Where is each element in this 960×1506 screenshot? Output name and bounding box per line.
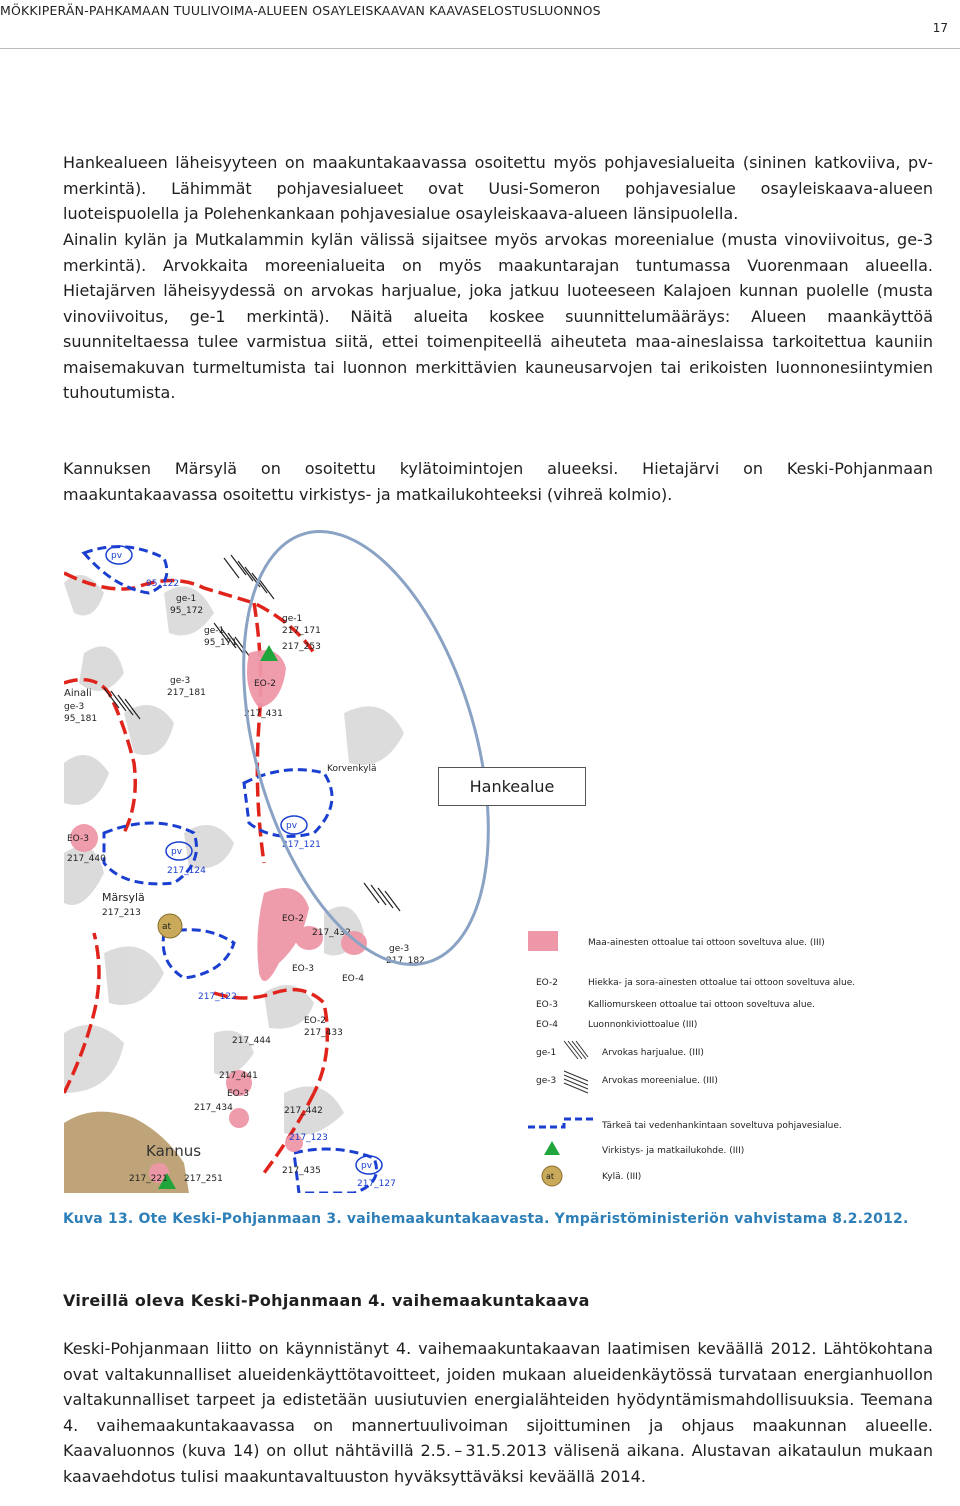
map-label: 217_435: [282, 1166, 321, 1176]
map-label: pv: [361, 1161, 373, 1171]
legend-text: Arvokas moreenialue. (III): [602, 1076, 718, 1086]
section-heading: Vireillä oleva Keski-Pohjanmaan 4. vaihemaakuntakaava: [63, 1291, 590, 1310]
map-label: 217_432: [312, 928, 351, 938]
map-label: ge-1: [204, 626, 225, 636]
map-label: 217_123: [289, 1133, 328, 1143]
running-header: MÖKKIPERÄN-PAHKAMAAN TUULIVOIMA-ALUEEN OSAYLEISKAAVAN KAAVASELOSTUSLUONNOS: [0, 3, 601, 18]
map-label: pv: [286, 821, 298, 831]
map-label: 217_431: [244, 709, 283, 719]
map-label: at: [162, 922, 172, 932]
map-label: 95_172: [170, 606, 204, 616]
map-label: 217_171: [282, 626, 321, 636]
map-label: Korvenkylä: [327, 764, 377, 774]
map-label: 217_433: [304, 1028, 343, 1038]
legend-code: ge-3: [536, 1076, 557, 1086]
header-rule: [0, 48, 960, 49]
map-label: 217_442: [284, 1106, 323, 1116]
legend-text: Maa-ainesten ottoalue tai ottoon soveltuva alue. (III): [588, 938, 825, 948]
map-label: EO-3: [292, 964, 314, 974]
map-label: 217_434: [194, 1103, 233, 1113]
legend-code: EO-2: [536, 978, 558, 988]
map-label: pv: [111, 551, 123, 561]
map-label: EO-3: [227, 1089, 249, 1099]
paragraph-groundwater: Hankealueen läheisyyteen on maakuntakaavassa osoitettu myös pohjavesialueita (sininen katkoviiva, pv-merkintä). Lähimmät pohjavesialueet ovat Uusi-Someron pohjavesialue osayleiskaava-alueen luoteispuolella ja Polehenkankaan pohjavesialue osayleiskaava-alueen länsipuolella.: [63, 153, 933, 223]
legend-text: Luonnonkiviottoalue (III): [588, 1020, 698, 1030]
hankealue-label-box: Hankealue: [438, 767, 586, 806]
map-label: 217_251: [184, 1174, 223, 1184]
figure-caption: Kuva 13. Ote Keski-Pohjanmaan 3. vaihemaakuntakaavasta. Ympäristöministeriön vahvistama 8.2.2012.: [63, 1211, 909, 1227]
map-legend: [528, 923, 960, 1193]
map-label: pv: [171, 847, 183, 857]
legend-text: Virkistys- ja matkailukohde. (III): [602, 1146, 745, 1156]
legend-at: at: [546, 1172, 555, 1181]
map-label: ge-1: [176, 594, 197, 604]
map-label: Kannus: [146, 1142, 202, 1160]
map-label: 217_181: [167, 688, 206, 698]
map-label: EO-4: [342, 974, 364, 984]
map-label: 217_441: [219, 1071, 258, 1081]
legend-code: EO-3: [536, 1000, 558, 1010]
map-label: ge-3: [64, 702, 85, 712]
paragraph-moraine: Ainalin kylän ja Mutkalammin kylän välissä sijaitsee myös arvokas moreenialue (musta vinoviivoitus, ge-3 merkintä). Arvokkaita moreenialueita on myös maakuntarajan tuntumassa Vuorenmaan alueella. Hietajärven läheisyydessä on arvokas harjualue, joka jatkuu luoteeseen Kalajoen kunnan puolelle (musta vinoviivoitus, ge-1 merkintä). Näitä alueita koskee suunnittelumääräys: Alueen maankäyttöä suunniteltaessa tulee varmistua siitä, ettei toimenpiteellä aiheuteta maa-aineslaissa tarkoitettua kauniin maisemakuvan turmeltumista tai luonnon merkittävien kauneusarvojen tai erikoisten luonnonesiintymien tuhoutumista.: [63, 230, 933, 402]
map-label: 217_440: [67, 854, 106, 864]
legend-text: Kylä. (III): [602, 1172, 642, 1182]
map-label: 217_122: [198, 992, 237, 1002]
legend-text: Arvokas harjualue. (III): [602, 1048, 704, 1058]
map-label: ge-3: [389, 944, 410, 954]
page-number: 17: [932, 21, 948, 35]
map-label: 95_171: [204, 638, 238, 648]
map-label: 217_253: [282, 642, 321, 652]
map-label: 217_121: [282, 840, 321, 850]
legend-code: EO-4: [536, 1020, 558, 1030]
map-label: 95_122: [146, 579, 180, 589]
map-label: 217_221: [129, 1174, 168, 1184]
map-excerpt: [64, 533, 428, 1193]
map-label: 217_444: [232, 1036, 271, 1046]
paragraph-marsyla: Kannuksen Märsylä on osoitettu kylätoimintojen alueeksi. Hietajärvi on Keski-Pohjanmaan maakuntakaavassa osoitettu virkistys- ja matkailukohteeksi (vihreä kolmio).: [63, 459, 933, 504]
legend-code: ge-1: [536, 1048, 557, 1058]
map-label: EO-2: [254, 679, 276, 689]
map-label: EO-2: [282, 914, 304, 924]
map-label: 217_124: [167, 866, 206, 876]
map-label: 217_213: [102, 908, 141, 918]
legend-text: Tärkeä tai vedenhankintaan soveltuva pohjavesialue.: [602, 1121, 842, 1131]
map-label: EO-2: [304, 1016, 326, 1026]
paragraph-phase4: Keski-Pohjanmaan liitto on käynnistänyt 4. vaihemaakuntakaavan laatimisen keväällä 2012. Lähtökohtana ovat valtakunnalliset alueidenkäyttötavoitteet, joiden mukaan alueidenkäytössä turvataan energianhuollon valtakunnalliset tarpeet ja edistetään uusiutuvien energialähteiden hyödyntämismahdollisuuksia. Teemana 4. vaihemaakuntakaavassa on mannertuulivoiman sijoittuminen ja ohjaus maakunnan alueelle. Kaavaluonnos (kuva 14) on ollut nähtävillä 2.5. – 31.5.2013 välisenä aikana. Alustavan aikataulun mukaan kaavaehdotus tulisi maakuntavaltuuston hyväksyttäväksi keväällä 2014.: [63, 1339, 933, 1486]
map-label: EO-3: [67, 834, 89, 844]
map-label: 95_181: [64, 714, 98, 724]
map-label: 217_127: [357, 1179, 396, 1189]
legend-text: Kalliomurskeen ottoalue tai ottoon soveltuva alue.: [588, 1000, 816, 1010]
map-label: ge-3: [170, 676, 191, 686]
map-label: Märsylä: [102, 891, 145, 904]
map-label: Ainali: [64, 688, 92, 699]
map-label: 217_182: [386, 956, 425, 966]
map-label: ge-1: [282, 614, 303, 624]
legend-text: Hiekka- ja sora-ainesten ottoalue tai ottoon soveltuva alue.: [588, 978, 856, 988]
